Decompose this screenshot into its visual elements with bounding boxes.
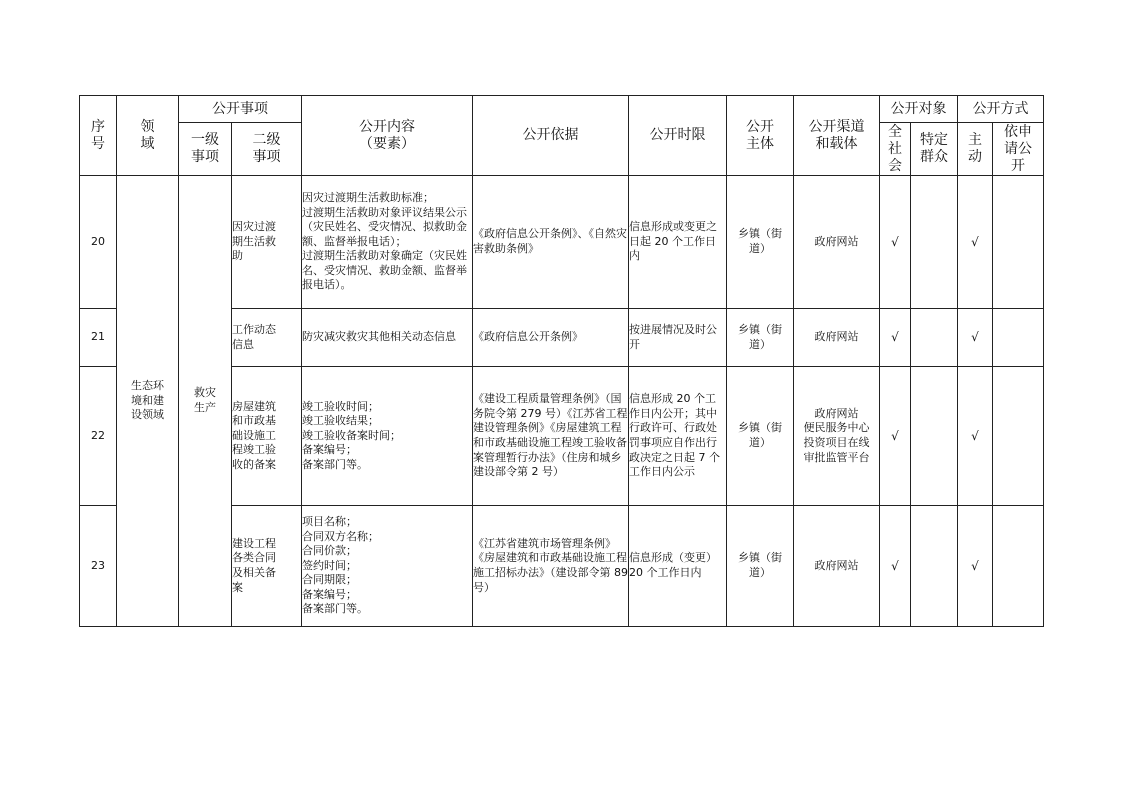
header-on-request-text: 依申 请公 开 bbox=[1004, 123, 1032, 174]
header-domain-text: 领 域 bbox=[140, 118, 155, 152]
channel-cell bbox=[794, 176, 880, 309]
row-number bbox=[80, 367, 117, 506]
level2-text: 建设工程 各类合同 及相关备 案 bbox=[232, 536, 276, 594]
subject-text: 乡镇（街 道） bbox=[738, 421, 782, 449]
content-cell bbox=[302, 176, 473, 309]
basis-cell bbox=[473, 367, 629, 506]
channel-cell bbox=[794, 506, 880, 627]
header-content-text: 公开内容 （要素） bbox=[359, 118, 415, 152]
row-number bbox=[80, 176, 117, 309]
row-number-text: 22 bbox=[91, 428, 105, 442]
header-basis bbox=[473, 96, 629, 176]
header-whole-society bbox=[880, 123, 911, 176]
header-matters bbox=[179, 96, 302, 123]
header-basis-text: 公开依据 bbox=[522, 127, 579, 143]
time-limit-cell bbox=[629, 309, 727, 367]
header-level2 bbox=[232, 123, 302, 176]
level2-cell bbox=[232, 367, 302, 506]
header-matters-text: 公开事项 bbox=[212, 100, 268, 117]
header-level2-text: 二级 事项 bbox=[252, 132, 281, 165]
basis-cell bbox=[473, 176, 629, 309]
subject-text: 乡镇（街 道） bbox=[738, 551, 782, 579]
header-subject-text: 公开 主体 bbox=[746, 118, 774, 152]
header-time-limit bbox=[629, 96, 727, 176]
active-mark: √ bbox=[971, 428, 979, 443]
header-method-text: 公开方式 bbox=[972, 100, 1029, 117]
active-mark: √ bbox=[971, 558, 979, 573]
header-method bbox=[958, 96, 1044, 123]
content-text: 防灾减灾救灾其他相关动态信息 bbox=[302, 330, 456, 344]
row-number bbox=[80, 309, 117, 367]
time-limit-text: 信息形成（变更） 20 个工作日内 bbox=[629, 551, 717, 579]
header-active bbox=[958, 123, 993, 176]
level2-text: 因灾过渡 期生活救 助 bbox=[232, 220, 276, 263]
content-text: 因灾过渡期生活救助标准； 过渡期生活救助对象评议结果公示（灾民姓名、受灾情况、拟救助金额、监督举报电话）； 过渡期生活救助对象确定（灾民姓名、受灾情况、救助金额、监督举报电话）。 bbox=[302, 190, 467, 292]
header-on-request bbox=[993, 123, 1044, 176]
whole-society-cell bbox=[880, 506, 911, 627]
specific-group-cell bbox=[911, 309, 958, 367]
header-content bbox=[302, 96, 473, 176]
time-limit-cell bbox=[629, 506, 727, 627]
header-seq-text: 序 号 bbox=[91, 118, 105, 152]
subject-text: 乡镇（街 道） bbox=[738, 322, 782, 351]
time-limit-text: 按进展情况及时公开 bbox=[629, 322, 717, 351]
time-limit-text: 信息形成或变更之日起 20 个工作日内 bbox=[629, 220, 717, 263]
header-specific-group-text: 特定 群众 bbox=[920, 132, 948, 165]
header-specific-group bbox=[911, 123, 958, 176]
active-mark: √ bbox=[971, 234, 979, 249]
channel-text: 政府网站 便民服务中心 投资项目在线 审批监管平台 bbox=[803, 406, 870, 464]
subject-text: 乡镇（街 道） bbox=[738, 227, 782, 255]
subject-cell bbox=[727, 367, 794, 506]
subject-cell bbox=[727, 176, 794, 309]
header-channel-text: 公开渠道 和载体 bbox=[808, 118, 865, 152]
active-cell bbox=[958, 367, 993, 506]
whole-society-mark: √ bbox=[891, 234, 899, 249]
content-cell bbox=[302, 309, 473, 367]
basis-text: 《建设工程质量管理条例》（国务院令第 279 号）《江苏省工程建设管理条例》《房屋建筑工程和市政基础设施工程竣工验收备案管理暂行办法》（住房和城乡建设部令第 2 号） bbox=[473, 392, 628, 479]
whole-society-cell bbox=[880, 367, 911, 506]
row-number-text: 20 bbox=[91, 234, 105, 248]
time-limit-text: 信息形成 20 个工作日内公开；其中行政许可、行政处罚事项应自作出行政决定之日起 7 个工作日内公示 bbox=[629, 392, 720, 479]
whole-society-mark: √ bbox=[891, 330, 899, 345]
specific-group-cell bbox=[911, 176, 958, 309]
on-request-cell bbox=[993, 309, 1044, 367]
header-audience bbox=[880, 96, 958, 123]
header-time-limit-text: 公开时限 bbox=[649, 127, 706, 143]
level2-cell bbox=[232, 176, 302, 309]
domain-text: 生态环 境和建 设领域 bbox=[131, 379, 164, 422]
level2-text: 房屋建筑 和市政基 础设施工 程竣工验 收的备案 bbox=[232, 399, 276, 471]
row-number bbox=[80, 506, 117, 627]
channel-text: 政府网站 bbox=[814, 234, 859, 248]
channel-cell bbox=[794, 367, 880, 506]
header-subject bbox=[727, 96, 794, 176]
on-request-cell bbox=[993, 367, 1044, 506]
content-cell bbox=[302, 506, 473, 627]
header-domain bbox=[117, 96, 179, 176]
header-active-text: 主 动 bbox=[968, 132, 982, 165]
time-limit-cell bbox=[629, 176, 727, 309]
disclosure-table bbox=[79, 95, 1044, 627]
content-cell bbox=[302, 367, 473, 506]
level2-cell bbox=[232, 309, 302, 367]
whole-society-cell bbox=[880, 309, 911, 367]
active-cell bbox=[958, 176, 993, 309]
header-channel bbox=[794, 96, 880, 176]
domain-cell bbox=[117, 176, 179, 627]
level1-text: 救灾 生产 bbox=[194, 386, 216, 414]
table-row bbox=[80, 176, 1044, 309]
active-cell bbox=[958, 309, 993, 367]
whole-society-mark: √ bbox=[891, 428, 899, 443]
on-request-cell bbox=[993, 506, 1044, 627]
basis-text: 《政府信息公开条例》、《自然灾害救助条例》 bbox=[473, 227, 627, 255]
row-number-text: 23 bbox=[91, 558, 105, 572]
content-text: 项目名称； 合同双方名称； 合同价款； 签约时间； 合同期限； 备案编号； 备案部门等。 bbox=[302, 514, 379, 616]
content-text: 竣工验收时间； 竣工验收结果； 竣工验收备案时间； 备案编号； 备案部门等。 bbox=[302, 399, 401, 471]
row-number-text: 21 bbox=[91, 330, 105, 344]
header-seq bbox=[80, 96, 117, 176]
whole-society-mark: √ bbox=[891, 558, 899, 573]
specific-group-cell bbox=[911, 367, 958, 506]
time-limit-cell bbox=[629, 367, 727, 506]
basis-cell bbox=[473, 309, 629, 367]
level2-text: 工作动态 信息 bbox=[232, 322, 276, 351]
on-request-cell bbox=[993, 176, 1044, 309]
basis-cell bbox=[473, 506, 629, 627]
header-level1-text: 一级 事项 bbox=[191, 132, 219, 165]
subject-cell bbox=[727, 506, 794, 627]
active-mark: √ bbox=[971, 330, 979, 345]
subject-cell bbox=[727, 309, 794, 367]
level1-cell bbox=[179, 176, 232, 627]
channel-text: 政府网站 bbox=[814, 330, 859, 344]
basis-text: 《政府信息公开条例》 bbox=[473, 330, 583, 344]
whole-society-cell bbox=[880, 176, 911, 309]
header-whole-society-text: 全 社 会 bbox=[888, 123, 902, 174]
header-level1 bbox=[179, 123, 232, 176]
basis-text: 《江苏省建筑市场管理条例》《房屋建筑和市政基础设施工程施工招标办法》（建设部令第 89 号） bbox=[473, 536, 628, 594]
channel-cell bbox=[794, 309, 880, 367]
header-audience-text: 公开对象 bbox=[890, 100, 947, 117]
specific-group-cell bbox=[911, 506, 958, 627]
channel-text: 政府网站 bbox=[814, 558, 859, 572]
level2-cell bbox=[232, 506, 302, 627]
active-cell bbox=[958, 506, 993, 627]
